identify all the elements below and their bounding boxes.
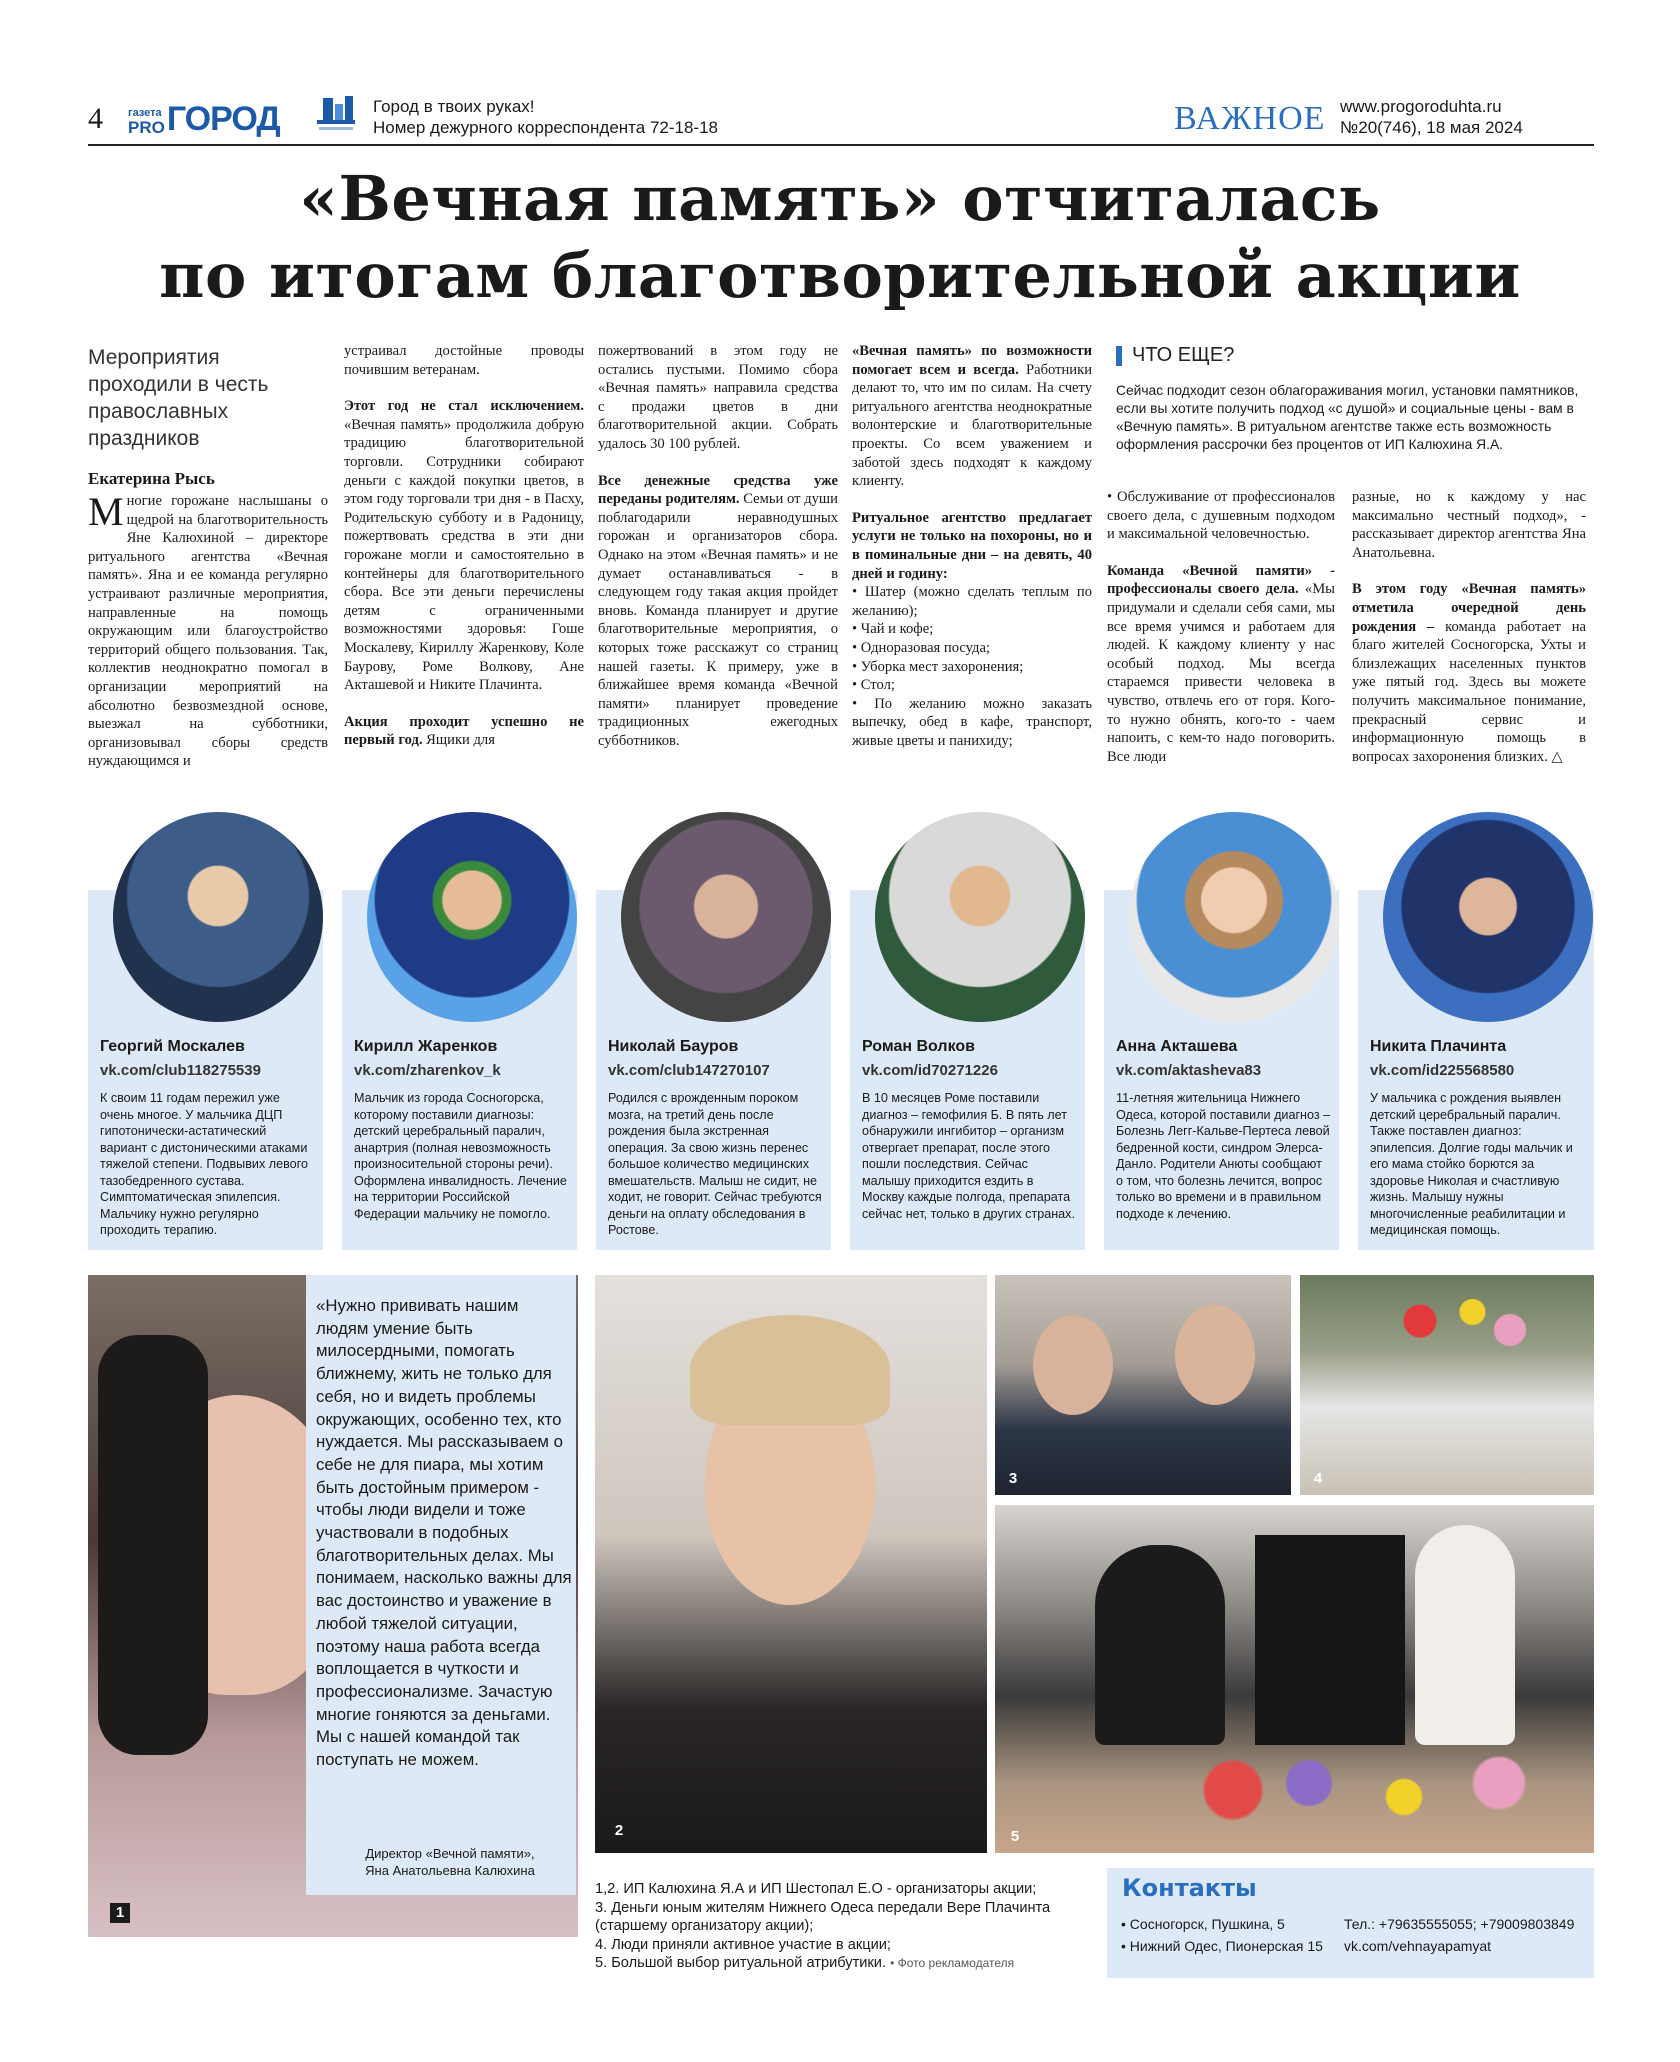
caption-line: 3. Деньги юным жителям Нижнего Одеса передали Вере Плачинта (старшему организатору акции); (595, 1899, 1051, 1934)
child-vk-link[interactable]: vk.com/aktasheva83 (1116, 1062, 1262, 1079)
col6-p2-lead: В этом году «Вечная память» отметила очередной день рождения – (1352, 581, 1586, 635)
child-card (88, 890, 323, 1250)
child-vk-link[interactable]: vk.com/zharenkov_k (354, 1062, 501, 1079)
photo-label: 1 (110, 1903, 130, 1923)
col2-p3: Ящики для (422, 732, 495, 749)
child-vk-link[interactable]: vk.com/club118275539 (100, 1062, 261, 1079)
child-vk-link[interactable]: vk.com/club147270107 (608, 1062, 770, 1079)
photo-label: 2 (614, 1822, 624, 1839)
child-card (596, 890, 831, 1250)
child-photo (1383, 812, 1593, 1022)
director-hair (98, 1335, 208, 1755)
children-band (88, 890, 1594, 1250)
photo-captions (595, 1880, 1115, 1973)
child-description: У мальчика с рождения выявлен детский церебральный паралич. Также поставлен диагноз: эпилепсия. Долгие годы мальчик и его мама стойко борются за здоровье Николая и счастливую жизнь. Малышу нужны многочисленные реабилитации и медицинская помощь. (1370, 1091, 1573, 1237)
logo-small-2: PRO (128, 118, 165, 137)
contacts-addresses (1121, 1913, 1323, 1957)
photo-flowers (1300, 1275, 1594, 1495)
subheading: Мероприятия проходили в честь православных праздников (88, 346, 269, 450)
photo-label: 4 (1313, 1470, 1323, 1487)
col5-p2-lead: Команда «Вечной памяти» - профессионалы своего дела. (1107, 562, 1335, 598)
dropcap: М (88, 489, 124, 534)
child-name: Кирилл Жаренков (354, 1038, 498, 1055)
artificial-flowers (1195, 1755, 1575, 1825)
quote-sig-2: Яна Анатольевна Калюхина (365, 1863, 535, 1878)
whatelse-text: Сейчас подходит сезон облагораживания могил, установки памятников, если вы хотите получить подход «с душой» и социальные цены - вам в «Вечную память». В ритуальном агентстве также есть возможность оформления рассрочки без процентов от ИП Калюхина Я.А. (1116, 383, 1579, 452)
col5-p1: • Обслуживание от профессионалов своего дела, с душевным подходом и максимальной человечностью. (1107, 489, 1335, 543)
child-name: Николай Бауров (608, 1038, 739, 1055)
service-item: • Одноразовая посуда; (852, 639, 991, 656)
col2-p3-lead: Акция проходит успешно не первый год. (344, 713, 584, 749)
child-card (342, 890, 577, 1250)
child-name: Анна Акташева (1116, 1038, 1238, 1055)
article-column-1 (88, 489, 328, 771)
quote-sig-1: Директор «Вечной памяти», (365, 1846, 535, 1861)
service-item: • Уборка мест захоронения; (852, 658, 1024, 675)
headline-line-1: «Вечная память» отчиталась (299, 162, 1381, 235)
vk-link[interactable]: vk.com/vehnayapamyat (1344, 1938, 1492, 1954)
issue-number: №20(746), 18 мая 2024 (1340, 118, 1523, 137)
service-item: • Шатер (можно сделать теплым по желанию); (852, 584, 1092, 619)
whatelse-marker (1116, 346, 1122, 366)
contacts-box (1107, 1868, 1594, 1978)
child-vk-link[interactable]: vk.com/id225568580 (1370, 1062, 1515, 1079)
service-item: • Стол; (852, 677, 895, 694)
child-card (850, 890, 1085, 1250)
article-column-2 (344, 342, 584, 750)
logo-small-1: газета (128, 107, 162, 119)
article-column-6 (1352, 488, 1586, 766)
section-title: ВАЖНОЕ (1174, 100, 1326, 137)
child-vk-link[interactable]: vk.com/id70271226 (862, 1062, 998, 1079)
logo-emblem-icon (313, 94, 357, 136)
photo-organizer (595, 1275, 987, 1853)
child-description: Мальчик из города Сосногорска, которому поставили диагнозы: детский церебральный паралич, анартрия (полная невозможность произносительной стороны речи). Оформлена инвалидность. Лечение на территории Российской Федерации мальчику не помогло. (354, 1091, 567, 1221)
child-name: Никита Плачинта (1370, 1038, 1507, 1055)
page-header (88, 92, 1594, 146)
child-photo (367, 812, 577, 1022)
whatelse-title: ЧТО ЕЩЕ? (1132, 344, 1235, 366)
photo-credit: • Фото рекламодателя (890, 1956, 1015, 1970)
article-column-5 (1107, 488, 1335, 766)
contacts-title: Контакты (1122, 1874, 1257, 1902)
author-name: Екатерина Рысь (88, 469, 215, 488)
tagline (373, 96, 718, 138)
issue-info (1340, 96, 1523, 138)
woman-right-face (1175, 1305, 1255, 1405)
photo-handover (995, 1275, 1291, 1495)
child-photo (1129, 812, 1339, 1022)
caption-line: 4. Люди приняли активное участие в акции; (595, 1936, 891, 1953)
tagline-line-2: Номер дежурного корреспондента 72-18-18 (373, 118, 718, 137)
child-photo (621, 812, 831, 1022)
col2-p2-lead: Этот год не стал исключением. (344, 398, 584, 415)
angel-statue (1415, 1525, 1515, 1745)
col4-p1: Работники делают то, что им по силам. На счету ритуального агентства неоднократные волонтерские и благотворительные проекты. Со всем уважением и заботой здесь подходят к каждому клиенту. (852, 361, 1092, 490)
service-item: • По желанию можно заказать выпечку, обед в кафе, транспорт, живые цветы и панихиду; (852, 695, 1092, 749)
service-item: • Чай и кофе; (852, 621, 934, 638)
photo-showroom (995, 1505, 1594, 1853)
col2-p2: «Вечная память» продолжила добрую традицию благотворительной торговли. Сотрудники собирают деньги с каждой покупки цветов, в этом году торговали три дня - в Пасху, Родительскую субботу и в Радоницу, пожертвовать средства в эти дни горожане могли и самостоятельно в контейнеры для благотворительного сбора. Все эти деньги перечислены детям с ограниченными возможностями здоровья: Гоше Москалеву, Кириллу Жаренкову, Коле Баурову, Роме Волкову, Ане Акташевой и Никите Плачинта. (344, 416, 584, 694)
organizer-hair (690, 1315, 890, 1425)
child-photo (113, 812, 323, 1022)
headline (60, 160, 1620, 314)
photo-label: 3 (1008, 1470, 1018, 1487)
child-photo (875, 812, 1085, 1022)
headline-line-2: по итогам благотворительной акции (159, 239, 1521, 312)
newspaper-logo (128, 96, 280, 136)
caption-line: 1,2. ИП Калюхина Я.А и ИП Шестопал Е.О - организаторы акции; (595, 1881, 1037, 1897)
child-card (1104, 890, 1339, 1250)
article-column-4 (852, 342, 1092, 750)
child-description: Родился с врожденным пороком мозга, на третий день после рождения была экстренная операция. За свою жизнь перенес большое количество медицинских вмешательств. Малыш не сидит, не ходит, не говорит. Сейчас требуются деньги на оплату обследования в Ростове. (608, 1091, 822, 1237)
child-name: Роман Волков (862, 1038, 975, 1055)
tagline-line-1: Город в твоих руках! (373, 97, 535, 116)
child-description: 11-летняя жительница Нижнего Одеса, которой поставили диагноз – Болезнь Легг-Кальве-Пертеса левой бедренной кости, синдром Элерса-Данло. Родители Анюты сообщают о том, что болезнь лечится, вопрос только во времени и в правильном подходе к лечению. (1116, 1091, 1331, 1221)
col2-p1: устраивал достойные проводы почившим ветеранам. (344, 343, 584, 378)
photo-label: 5 (1010, 1828, 1020, 1845)
woman-left-face (1033, 1315, 1113, 1415)
child-description: К своим 11 годам пережил уже очень многое. У мальчика ДЦП гипотонически-астатический вариант с дистоническими атаками тяжелой степени. Подвывих левого тазобедренного сустава. Симптоматическая эпилепсия. Мальчику нужно регулярно проходить терапию. (100, 1091, 308, 1237)
col3-p2: Семьи от души поблагодарили неравнодушных горожан и организаторов сбора. Однако на этом «Вечная память» и не думает останавливаться - в следующем году такая акция пройдет вновь. Команда планирует и другие благотворительные мероприятия, о которых тоже расскажут со страниц нашей газеты. К примеру, уже в ближайшее время команда «Вечной памяти» планирует проведение традиционных ежегодных субботников. (598, 491, 838, 749)
col6-p1: разные, но к каждому у нас максимально честный подход», - рассказывает директор агентства Яна Анатольевна. (1352, 489, 1586, 561)
director-quote: «Нужно прививать нашим людям умение быть милосердными, помогать ближнему, жить не только для себя, но и видеть проблемы окружающих, особенно тех, кто нуждается. Мы рассказываем о себе не для пиара, мы хотим быть достойным примером - чтобы люди видели и тоже участвовали в подобных благотворительных делах. Мы понимаем, насколько важны для вас достоинство и уважение в любой тяжелой ситуации, поэтому наша работа всегда воплощается в чуткости и профессионализме. Зачастую многие гоняются за деньгами. Мы с нашей командой так поступать не можем. (316, 1296, 572, 1770)
child-name: Георгий Москалев (100, 1038, 245, 1055)
headstone-heart (1095, 1545, 1225, 1745)
col5-p2: «Мы придумали и сделали себя сами, мы все время учимся и работаем для людей. К каждому клиенту у нас особый подход. Мы всегда стараемся привести человека в чувство, отвлечь его от горя. Кого-то нужно обнять, кого-то - чаем напоить, с кем-то надо поговорить. Все люди (1107, 581, 1335, 765)
col1-text: ногие горожане наслышаны о щедрой на благотворительность Яне Калюхиной – директоре ритуального агентства «Вечная память». Яна и ее команда регулярно устраивают различные мероприятия, направленные на помощь окружающим или благоустройство территорий общего пользования. Так, коллектив неоднократно помогал в организации мероприятий на абсолютно безвозмездной основе, выезжал на субботники, организовывал сборы средств нуждающимся и (88, 493, 328, 770)
headstone-slab (1255, 1535, 1405, 1745)
flowers-bouquet (1390, 1285, 1540, 1375)
article-column-3 (598, 342, 838, 750)
col4-p2-lead: Ритуальное агентство предлагает услуги не только на похороны, но и в поминальные дни – на девять, 40 дней и годину: (852, 509, 1092, 582)
child-card (1358, 890, 1594, 1250)
quote-signature (330, 1845, 570, 1879)
contacts-phone-vk (1344, 1913, 1574, 1957)
col6-p2: команда работает на благо жителей Сосногорска, Ухты и близлежащих населенных пунктов уже пятый год. Здесь вы можете получить максимальное понимание, прекрасный сервис и информационную помощь в вопросах захоронения близких. △ (1352, 618, 1587, 765)
address-line: • Сосногорск, Пушкина, 5 (1121, 1916, 1285, 1932)
phone-numbers[interactable]: Тел.: +79635555055; +79009803849 (1344, 1916, 1575, 1932)
address-line: • Нижний Одес, Пионерская 15 (1121, 1938, 1323, 1954)
col4-p1-lead: «Вечная память» по возможности помогает всем и всегда. (852, 343, 1092, 378)
col3-p1: пожертвований в этом году не остались пустыми. Помимо сбора «Вечная память» направила средства с продажи цветов в дни благотворительной акции. Собрать удалось 30 100 рублей. (598, 343, 838, 452)
site-url[interactable]: www.progoroduhta.ru (1340, 97, 1502, 116)
logo-big: ГОРОД (166, 100, 280, 138)
col3-p2-lead: Все денежные средства уже переданы родителям. (598, 472, 838, 508)
caption-line: 5. Большой выбор ритуальной атрибутики. (595, 1955, 887, 1971)
child-description: В 10 месяцев Роме поставили диагноз – гемофилия Б. В пять лет обнаружили ингибитор – организм отвергает препарат, после этого пошли последствия. Сейчас малышу приходится ездить в Москву каждые полгода, препарата сейчас нет, только в других странах. (862, 1091, 1075, 1221)
page-number: 4 (88, 102, 103, 135)
